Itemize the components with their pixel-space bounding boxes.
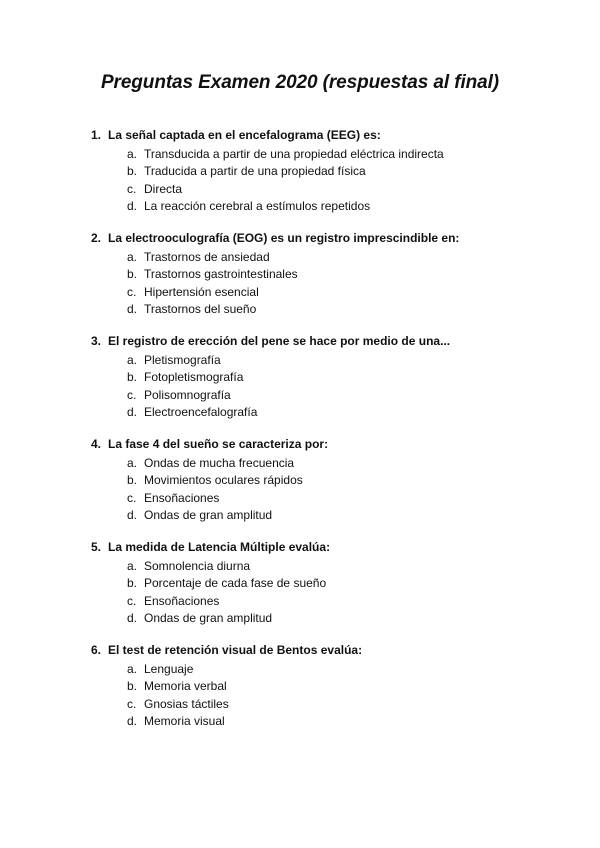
- answer-option: [91, 610, 561, 627]
- question-heading: [91, 539, 561, 556]
- question-heading: [91, 230, 561, 247]
- answer-option-list: [91, 352, 561, 421]
- option-letter: d.: [127, 301, 138, 316]
- answer-option: [91, 387, 561, 404]
- option-text: Lenguaje: [144, 662, 194, 676]
- answer-option-list: [91, 249, 561, 318]
- option-letter: a.: [127, 559, 138, 573]
- question-text: La señal captada en el encefalograma (EEG) es:: [108, 128, 381, 142]
- option-letter: a.: [127, 353, 138, 367]
- answer-option: [91, 404, 561, 421]
- question-text: La fase 4 del sueño se caracteriza por:: [108, 437, 329, 451]
- question-number: 2.: [91, 231, 102, 245]
- option-letter: b.: [127, 576, 138, 591]
- answer-option: [91, 146, 561, 163]
- answer-option: [91, 558, 561, 575]
- answer-option: [91, 266, 561, 283]
- option-text: Somnolencia diurna: [144, 559, 251, 573]
- option-text: Trastornos del sueño: [144, 301, 257, 316]
- question-heading: [91, 127, 561, 144]
- question-number: 6.: [91, 643, 102, 657]
- option-text: La reacción cerebral a estímulos repetidos: [144, 198, 371, 213]
- option-text: Trastornos de ansiedad: [144, 250, 270, 264]
- question-number: 1.: [91, 128, 102, 142]
- answer-option-list: [91, 146, 561, 215]
- option-text: Ondas de gran amplitud: [144, 507, 273, 522]
- option-text: Porcentaje de cada fase de sueño: [144, 576, 327, 591]
- answer-option: [91, 352, 561, 369]
- question-number: 5.: [91, 540, 102, 554]
- page-title: Preguntas Examen 2020 (respuestas al final): [100, 72, 500, 93]
- answer-option: [91, 284, 561, 301]
- answer-option-list: [91, 455, 561, 524]
- option-letter: d.: [127, 198, 138, 213]
- answer-option: [91, 678, 561, 695]
- question-text: El test de retención visual de Bentos evalúa:: [108, 643, 363, 657]
- answer-option: [91, 181, 561, 198]
- option-text: Hipertensión esencial: [144, 284, 259, 299]
- question-text: El registro de erección del pene se hace por medio de una...: [108, 334, 451, 348]
- answer-option-list: [91, 661, 561, 730]
- answer-option: [91, 472, 561, 489]
- question-item: [91, 436, 561, 539]
- option-text: Memoria visual: [144, 713, 225, 728]
- question-number: 4.: [91, 437, 102, 451]
- option-letter: b.: [127, 679, 138, 694]
- option-letter: a.: [127, 456, 138, 470]
- answer-option: [91, 369, 561, 386]
- option-letter: c.: [127, 696, 137, 711]
- option-text: Memoria verbal: [144, 679, 227, 694]
- option-letter: a.: [127, 662, 138, 676]
- option-letter: c.: [127, 181, 137, 196]
- option-text: Pletismografía: [144, 353, 221, 367]
- question-item: [91, 642, 561, 745]
- answer-option: [91, 713, 561, 730]
- option-letter: d.: [127, 610, 138, 625]
- answer-option: [91, 507, 561, 524]
- option-letter: d.: [127, 713, 138, 728]
- question-heading: [91, 333, 561, 350]
- answer-option: [91, 455, 561, 472]
- option-letter: c.: [127, 387, 137, 402]
- answer-option: [91, 301, 561, 318]
- option-letter: c.: [127, 490, 137, 505]
- answer-option: [91, 593, 561, 610]
- answer-option: [91, 696, 561, 713]
- answer-option-list: [91, 558, 561, 627]
- option-text: Ensoñaciones: [144, 490, 220, 505]
- option-letter: c.: [127, 284, 137, 299]
- answer-option: [91, 575, 561, 592]
- question-item: [91, 333, 561, 436]
- option-text: Ondas de mucha frecuencia: [144, 456, 295, 470]
- option-text: Traducida a partir de una propiedad física: [144, 164, 366, 179]
- option-text: Transducida a partir de una propiedad eléctrica indirecta: [144, 147, 444, 161]
- option-text: Movimientos oculares rápidos: [144, 473, 303, 488]
- answer-option: [91, 163, 561, 180]
- option-text: Trastornos gastrointestinales: [144, 267, 298, 282]
- answer-option: [91, 249, 561, 266]
- option-letter: b.: [127, 473, 138, 488]
- option-letter: a.: [127, 250, 138, 264]
- question-text: La electrooculografía (EOG) es un registro imprescindible en:: [108, 231, 460, 245]
- option-letter: a.: [127, 147, 138, 161]
- option-text: Ondas de gran amplitud: [144, 610, 273, 625]
- question-item: [91, 539, 561, 642]
- answer-option: [91, 198, 561, 215]
- question-heading: [91, 642, 561, 659]
- option-text: Fotopletismografía: [144, 370, 244, 385]
- question-item: [91, 230, 561, 333]
- option-text: Polisomnografía: [144, 387, 231, 402]
- question-text: La medida de Latencia Múltiple evalúa:: [108, 540, 331, 554]
- question-number: 3.: [91, 334, 102, 348]
- option-text: Ensoñaciones: [144, 593, 220, 608]
- answer-option: [91, 661, 561, 678]
- question-item: [91, 127, 561, 230]
- answer-option: [91, 490, 561, 507]
- option-text: Directa: [144, 181, 183, 196]
- question-heading: [91, 436, 561, 453]
- option-text: Gnosias táctiles: [144, 696, 229, 711]
- option-letter: b.: [127, 164, 138, 179]
- option-letter: b.: [127, 267, 138, 282]
- option-letter: b.: [127, 370, 138, 385]
- option-letter: d.: [127, 507, 138, 522]
- option-letter: d.: [127, 404, 138, 419]
- option-letter: c.: [127, 593, 137, 608]
- question-list: [91, 127, 561, 745]
- option-text: Electroencefalografía: [144, 404, 258, 419]
